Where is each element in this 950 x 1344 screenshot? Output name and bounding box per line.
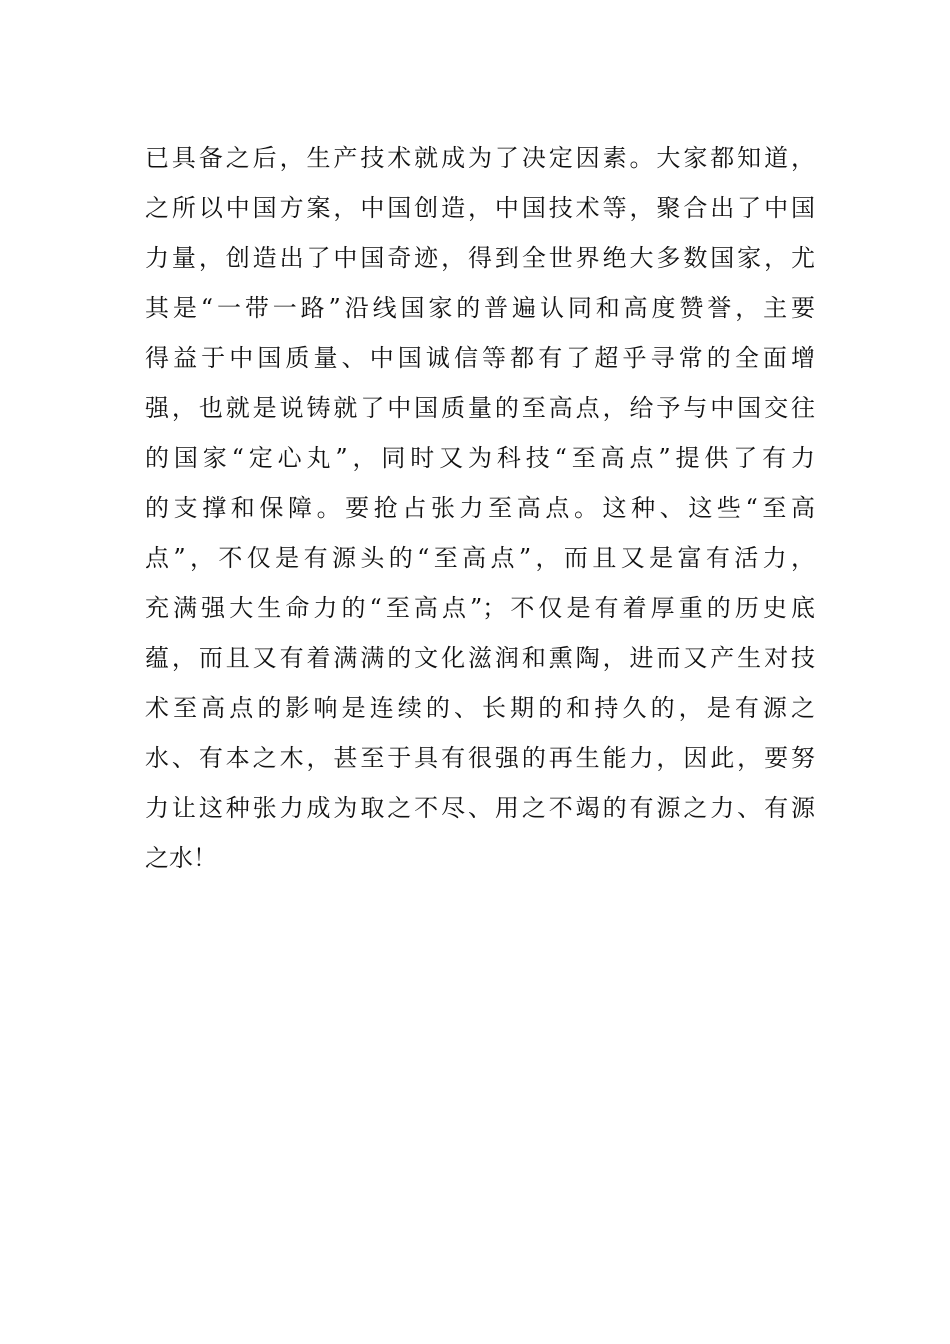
text-line-3: 力量，创造出了中国奇迹，得到全世界绝大多数国家，尤 xyxy=(145,244,815,272)
text-line-5: 得益于中国质量、中国诚信等都有了超乎寻常的全面增 xyxy=(145,344,815,372)
text-line-7: 的国家“定心丸”，同时又为科技“至高点”提供了有力 xyxy=(145,444,815,472)
text-line-6: 强，也就是说铸就了中国质量的至高点，给予与中国交往 xyxy=(145,394,815,422)
text-line-9: 点”，不仅是有源头的“至高点”，而且又是富有活力， xyxy=(145,544,815,572)
text-line-11: 蕴，而且又有着满满的文化滋润和熏陶，进而又产生对技 xyxy=(145,644,815,672)
text-line-2: 之所以中国方案，中国创造，中国技术等，聚合出了中国 xyxy=(145,194,815,222)
text-line-1: 已具备之后，生产技术就成为了决定因素。大家都知道， xyxy=(145,144,815,172)
text-line-15: 之水！ xyxy=(145,844,217,872)
text-line-4: 其是“一带一路”沿线国家的普遍认同和高度赞誉，主要 xyxy=(145,294,815,322)
text-line-12: 术至高点的影响是连续的、长期的和持久的，是有源之 xyxy=(145,694,815,722)
text-line-13: 水、有本之木，甚至于具有很强的再生能力，因此，要努 xyxy=(145,744,815,772)
text-line-8: 的支撑和保障。要抢占张力至高点。这种、这些“至高 xyxy=(145,494,815,522)
body-paragraph xyxy=(145,133,815,883)
text-line-10: 充满强大生命力的“至高点”；不仅是有着厚重的历史底 xyxy=(145,594,815,622)
text-line-14: 力让这种张力成为取之不尽、用之不竭的有源之力、有源 xyxy=(145,794,815,822)
